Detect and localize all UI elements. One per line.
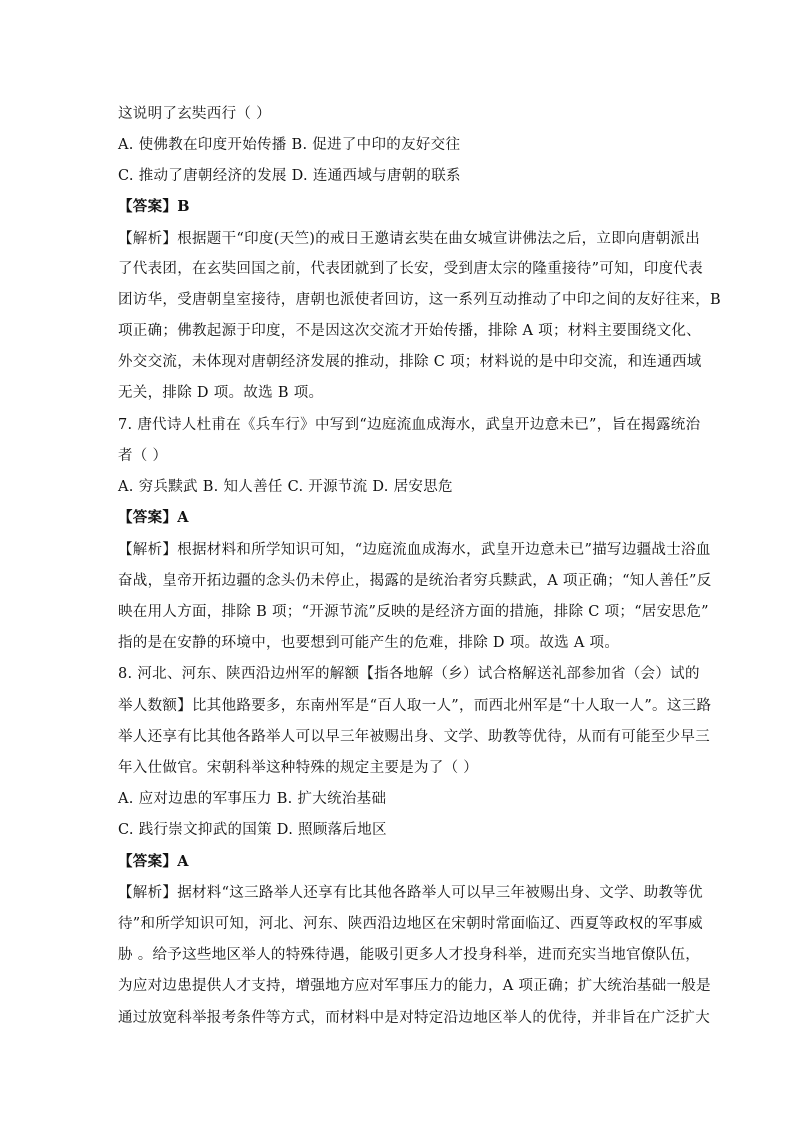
analysis-line: 为应对边患提供人才支持，增强地方应对军事压力的能力，A 项正确；扩大统治基础一般是 — [118, 978, 711, 994]
option-line: A. 应对边患的军事压力 B. 扩大统治基础 — [118, 791, 387, 807]
question-8-stem: 8. 河北、河东、陕西沿边州军的解额【指各地解（乡）试合格解送礼部参加省（会）试的 — [118, 666, 700, 682]
analysis-line: 胁 。给予这些地区举人的特殊待遇，能吸引更多人才投身科举，进而充实当地官僚队伍， — [118, 947, 701, 963]
analysis-line: 通过放宽科举报考条件等方式，而材料中是对特定沿边地区举人的优待，并非旨在广泛扩大 — [118, 1010, 710, 1026]
analysis-line: 了代表团，在玄奘回国之前，代表团就到了长安，受到唐太宗的隆重接待”可知，印度代表 — [118, 261, 703, 277]
question-7-stem: 者（ ） — [118, 448, 168, 464]
option-line: A. 穷兵黩武 B. 知人善任 C. 开源节流 D. 居安思危 — [118, 479, 453, 495]
analysis-line: 待”和所学知识可知，河北、河东、陕西沿边地区在宋朝时常面临辽、西夏等政权的军事威 — [118, 916, 703, 932]
analysis-line: 映在用人方面，排除 B 项；“开源节流”反映的是经济方面的措施，排除 C 项；“居安思危” — [118, 604, 709, 620]
analysis-line: 项正确；佛教起源于印度，不是因这次交流才开始传播，排除 A 项；材料主要围绕文化、 — [118, 323, 701, 339]
answer-label: 【答案】A — [118, 853, 189, 870]
question-8-stem: 年入仕做官。宋朝科举这种特殊的规定主要是为了（ ） — [118, 760, 479, 776]
question-6-stem-end: 这说明了玄奘西行（ ） — [118, 106, 271, 122]
option-line: A. 使佛教在印度开始传播 B. 促进了中印的友好交往 — [118, 137, 461, 153]
question-8-stem: 举人数额】比其他路要多，东南州军是“百人取一人”，而西北州军是“十人取一人”。这三路 — [118, 698, 712, 714]
analysis-line: 无关，排除 D 项。故选 B 项。 — [118, 385, 324, 401]
analysis-line: 指的是在安静的环境中，也要想到可能产生的危难，排除 D 项。故选 A 项。 — [118, 635, 620, 651]
analysis-line: 【解析】根据材料和所学知识可知，“边庭流血成海水，武皇开边意未已”描写边疆战士浴血 — [118, 542, 711, 558]
analysis-line: 【解析】根据题干“印度(天竺)的戒日王邀请玄奘在曲女城宣讲佛法之后，立即向唐朝派出 — [118, 231, 701, 247]
question-8-stem: 举人还享有比其他各路举人可以早三年被赐出身、文学、助教等优待，从而有可能至少早三 — [118, 729, 710, 745]
answer-label: 【答案】B — [118, 198, 190, 215]
question-7-stem: 7. 唐代诗人杜甫在《兵车行》中写到“边庭流血成海水，武皇开边意未已”，旨在揭露统治 — [118, 417, 701, 433]
analysis-line: 【解析】据材料“这三路举人还享有比其他各路举人可以早三年被赐出身、文学、助教等优 — [118, 885, 703, 901]
analysis-line: 奋战，皇帝开拓边疆的念头仍未停止，揭露的是统治者穷兵黩武，A 项正确；“知人善任”反 — [118, 573, 712, 589]
analysis-line: 外交交流，未体现对唐朝经济发展的推动，排除 C 项；材料说的是中印交流，和连通西域 — [118, 354, 702, 370]
analysis-line: 团访华，受唐朝皇室接待，唐朝也派使者回访，这一系列互动推动了中印之间的友好往来，B — [118, 292, 721, 308]
option-line: C. 践行崇文抑武的国策 D. 照顾落后地区 — [118, 822, 387, 838]
option-line: C. 推动了唐朝经济的发展 D. 连通西域与唐朝的联系 — [118, 168, 461, 184]
answer-label: 【答案】A — [118, 509, 189, 526]
